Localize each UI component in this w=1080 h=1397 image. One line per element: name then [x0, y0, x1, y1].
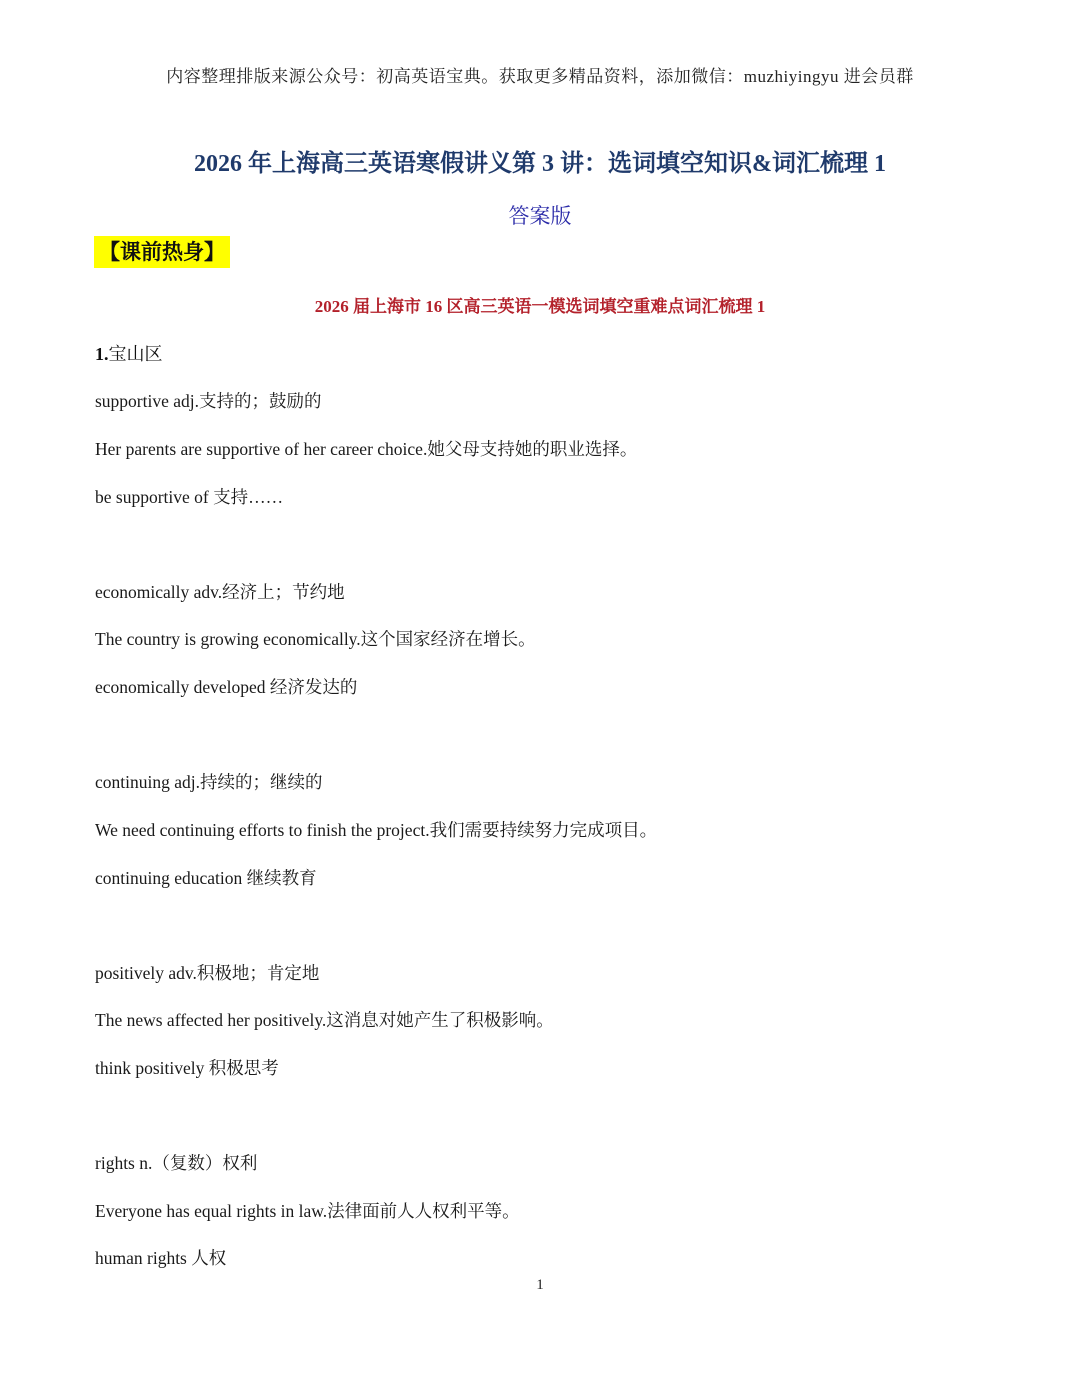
document-subtitle: 答案版	[508, 204, 572, 228]
vocab-definition: positively adv.积极地；肯定地	[95, 963, 320, 983]
section-heading: 2026 届上海市 16 区高三英语一模选词填空重难点词汇梳理 1	[314, 297, 766, 316]
vocab-phrase: be supportive of 支持……	[95, 487, 284, 507]
district-heading	[95, 340, 163, 366]
vocab-phrase: think positively 积极思考	[95, 1058, 279, 1078]
vocab-example: The country is growing economically.这个国家经济在增长。	[95, 629, 536, 649]
vocab-example: Everyone has equal rights in law.法律面前人人权利平等。	[95, 1201, 520, 1221]
vocab-definition: continuing adj.持续的；继续的	[95, 772, 323, 792]
page-number: 1	[536, 1277, 544, 1293]
header-note: 内容整理排版来源公众号：初高英语宝典。获取更多精品资料，添加微信：muzhiyingyu 进会员群	[166, 67, 914, 86]
vocab-phrase: continuing education 继续教育	[95, 868, 317, 888]
vocab-example: We need continuing efforts to finish the project.我们需要持续努力完成项目。	[95, 820, 658, 840]
document-title: 2026 年上海高三英语寒假讲义第 3 讲：选词填空知识&词汇梳理 1	[194, 151, 886, 177]
vocab-example: The news affected her positively.这消息对她产生了积极影响。	[95, 1010, 554, 1030]
section-tag-warmup: 【课前热身】	[94, 236, 230, 268]
vocab-definition: economically adv.经济上；节约地	[95, 582, 345, 602]
vocab-phrase: economically developed 经济发达的	[95, 677, 358, 697]
vocab-phrase: human rights 人权	[95, 1248, 227, 1268]
district-name: 宝山区	[108, 344, 163, 364]
vocab-definition: rights n.（复数）权利	[95, 1153, 258, 1173]
vocab-example: Her parents are supportive of her career choice.她父母支持她的职业选择。	[95, 439, 638, 459]
vocab-definition: supportive adj.支持的；鼓励的	[95, 391, 322, 411]
district-number: 1.	[95, 344, 109, 364]
